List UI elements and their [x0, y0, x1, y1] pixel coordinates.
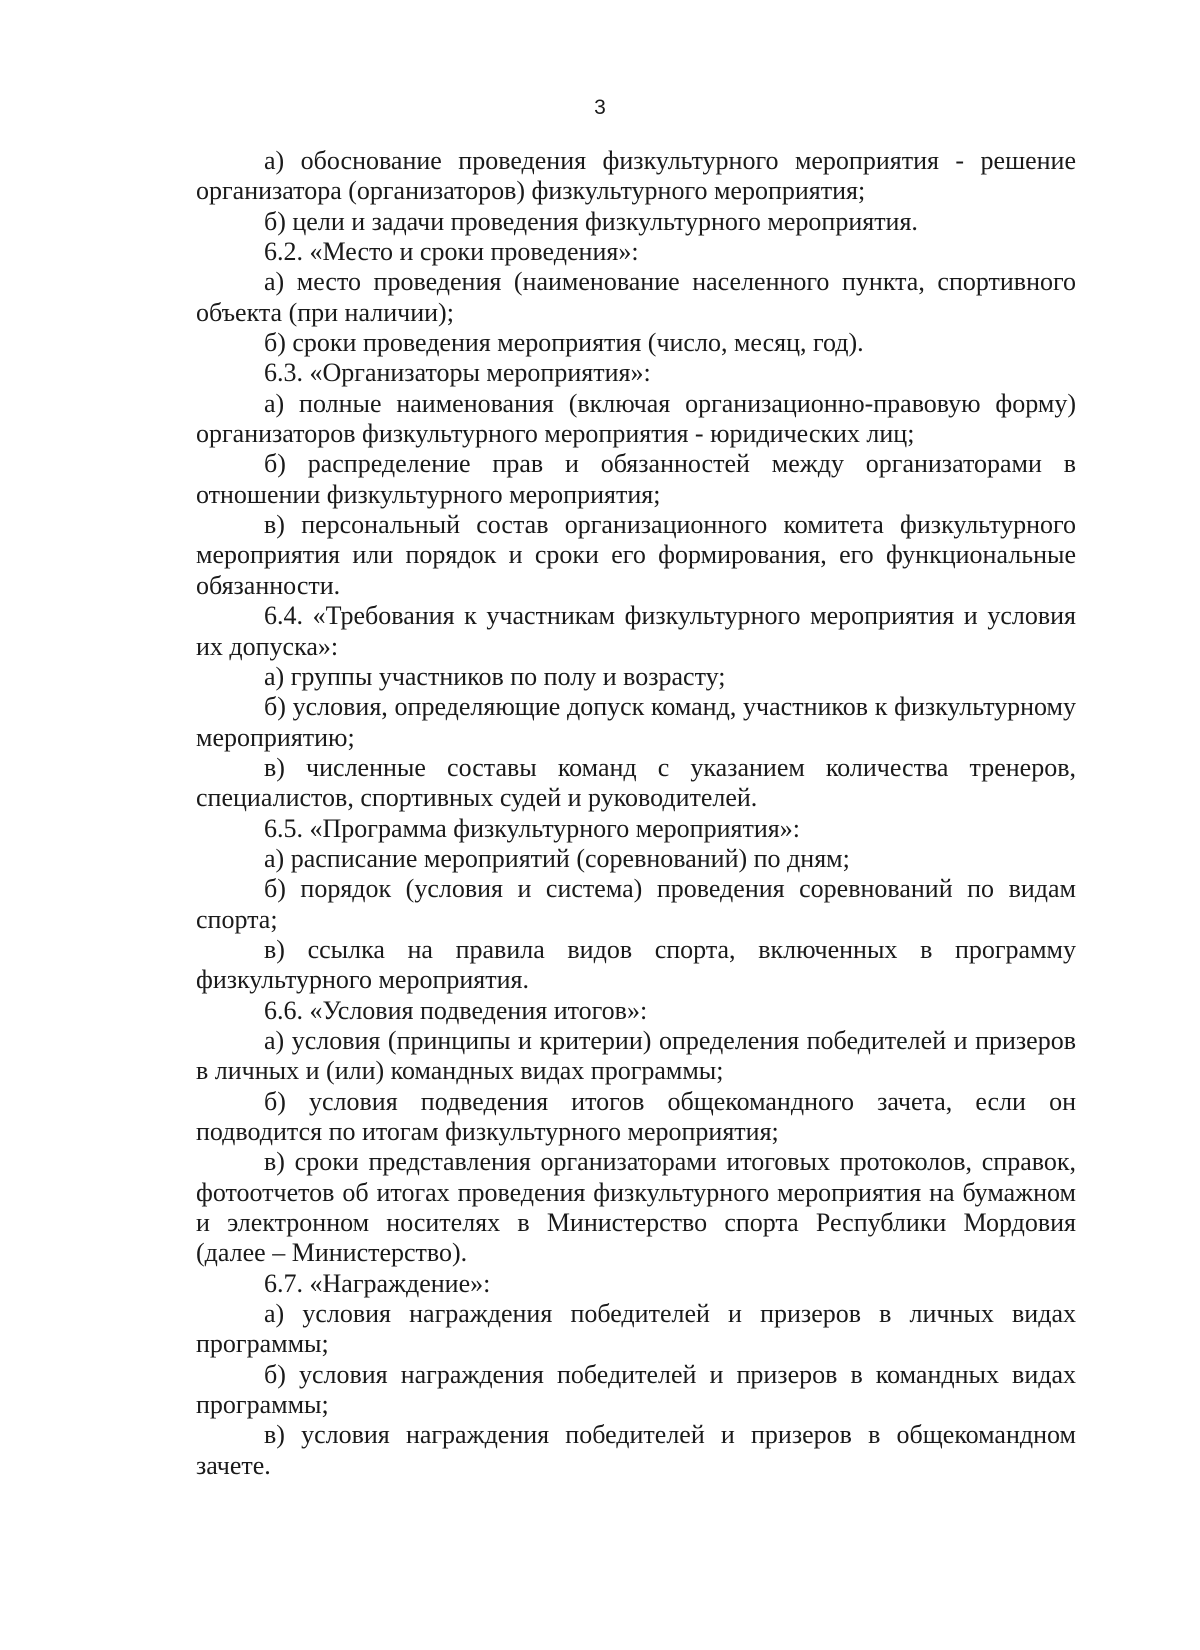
body-paragraph: а) место проведения (наименование населенного пункта, спортивного объекта (при наличии); — [196, 267, 1076, 327]
body-paragraph: б) условия, определяющие допуск команд, участников к физкультурному мероприятию; — [196, 692, 1076, 752]
body-paragraph: а) обоснование проведения физкультурного мероприятия - решение организатора (организаторов) физкультурного мероприятия; — [196, 146, 1076, 206]
body-paragraph: а) условия (принципы и критерии) определения победителей и призеров в личных и (или) командных видах программы; — [196, 1025, 1076, 1086]
body-paragraph: в) условия награждения победителей и призеров в общекомандном зачете. — [196, 1420, 1076, 1480]
page-number: 3 — [594, 96, 606, 119]
body-paragraph: б) условия подведения итогов общекомандного зачета, если он подводится по итогам физкультурного мероприятия; — [196, 1086, 1076, 1146]
body-paragraph: в) сроки представления организаторами итоговых протоколов, справок, фотоотчетов об итогах проведения физкультурного мероприятия на бумажном и электронном носителях в Министерство спорта Республики Мордовия (далее – Министерство). — [196, 1147, 1076, 1268]
body-paragraph: б) распределение прав и обязанностей между организаторами в отношении физкультурного мероприятия; — [196, 449, 1076, 509]
document-body — [196, 146, 1076, 1481]
body-paragraph: б) цели и задачи проведения физкультурного мероприятия. — [264, 206, 918, 236]
body-paragraph: 6.2. «Место и сроки проведения»: — [264, 237, 639, 267]
body-paragraph: б) условия награждения победителей и призеров в командных видах программы; — [196, 1359, 1076, 1420]
body-paragraph: в) персональный состав организационного комитета физкультурного мероприятия или порядок и сроки его формирования, его функциональные обязанности. — [196, 510, 1076, 600]
body-paragraph: а) расписание мероприятий (соревнований) по дням; — [264, 843, 850, 873]
body-paragraph: а) полные наименования (включая организационно-правовую форму) организаторов физкультурного мероприятия - юридических лиц; — [196, 388, 1076, 449]
body-paragraph: 6.3. «Организаторы мероприятия»: — [264, 358, 651, 388]
body-paragraph: а) условия награждения победителей и призеров в личных видах программы; — [196, 1299, 1076, 1359]
body-paragraph: а) группы участников по полу и возрасту; — [264, 661, 726, 691]
body-paragraph: б) порядок (условия и система) проведения соревнований по видам спорта; — [196, 874, 1076, 934]
body-paragraph: 6.4. «Требования к участникам физкультурного мероприятия и условия их допуска»: — [196, 601, 1076, 661]
body-paragraph: 6.7. «Награждение»: — [264, 1268, 491, 1298]
body-paragraph: 6.5. «Программа физкультурного мероприятия»: — [264, 813, 800, 843]
body-paragraph: б) сроки проведения мероприятия (число, месяц, год). — [264, 328, 864, 358]
body-paragraph: в) ссылка на правила видов спорта, включенных в программу физкультурного мероприятия. — [196, 934, 1076, 995]
body-paragraph: 6.6. «Условия подведения итогов»: — [264, 995, 648, 1025]
body-paragraph: в) численные составы команд с указанием количества тренеров, специалистов, спортивных судей и руководителей. — [196, 752, 1076, 813]
